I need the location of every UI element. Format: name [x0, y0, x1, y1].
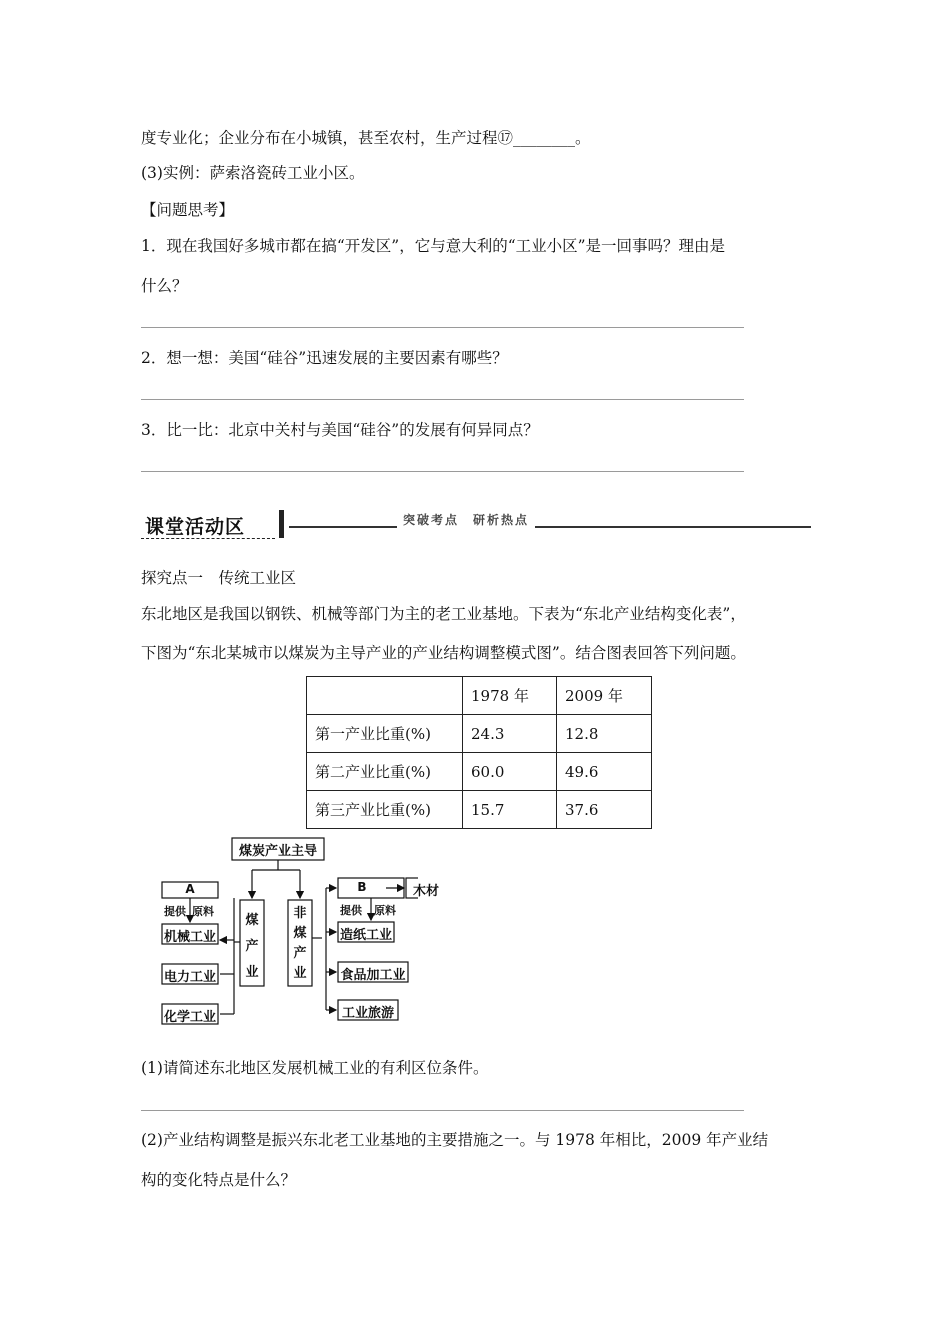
noncoal-char: 产: [293, 946, 307, 961]
answer-line: [141, 399, 744, 400]
text-line: 度专业化；企业分布在小城镇，甚至农村，生产过程⑰________。: [141, 129, 591, 147]
noncoal-char: 非: [293, 906, 307, 921]
noncoal-char: 煤: [293, 926, 307, 941]
coal-char: 煤: [245, 913, 259, 928]
text-line: (3)实例：萨索洛瓷砖工业小区。: [141, 164, 365, 182]
table-row: [307, 715, 652, 753]
answer-line: [141, 471, 744, 472]
question-2: 2．想一想：美国“硅谷”迅速发展的主要因素有哪些？: [141, 349, 508, 367]
food-label: 食品加工业: [340, 968, 406, 983]
supply-label: 提供: [340, 904, 362, 917]
coal-industry-label: [240, 908, 264, 986]
material-label: 原料: [374, 904, 396, 917]
machinery-label: 机械工业: [163, 930, 216, 945]
material-label: 原料: [192, 905, 214, 918]
table-header-cell: [307, 677, 463, 715]
banner-underline: [141, 538, 275, 539]
label-b: B: [357, 880, 367, 894]
question-3: 3．比一比：北京中关村与美国“硅谷”的发展有何异同点？: [141, 421, 539, 439]
noncoal-char: 业: [293, 966, 307, 981]
question-text: (1)请简述东北地区发展机械工业的有利区位条件。: [141, 1059, 489, 1077]
paper-label: 造纸工业: [339, 928, 392, 943]
answer-line: [141, 1110, 744, 1111]
table-row: [307, 753, 652, 791]
question-1: 1．现在我国好多城市都在搞“开发区”，它与意大利的“工业小区”是一回事吗？理由是: [141, 237, 726, 255]
table-header-cell: 1978 年: [463, 677, 557, 715]
noncoal-industry-label: [288, 904, 312, 984]
industry-structure-table: [306, 676, 652, 829]
intro-text: 东北地区是我国以钢铁、机械等部门为主的老工业基地。下表为“东北产业结构变化表”，: [141, 605, 746, 623]
table-cell: 15.7: [463, 791, 557, 829]
table-cell: 12.8: [557, 715, 652, 753]
table-cell: 60.0: [463, 753, 557, 791]
supply-label: 提供: [164, 905, 186, 918]
banner-title: 课堂活动区: [145, 516, 246, 538]
banner-rule: [289, 526, 811, 528]
table-row: [307, 791, 652, 829]
table-cell: 24.3: [463, 715, 557, 753]
diagram-top-label: 煤炭产业主导: [238, 844, 317, 859]
table-cell: 第三产业比重(%): [307, 791, 463, 829]
question-text: (2)产业结构调整是振兴东北老工业基地的主要措施之一。与 1978 年相比，2009 年产业结: [141, 1131, 769, 1149]
diagram-labels: [158, 836, 458, 1028]
wood-label: 木材: [412, 884, 439, 899]
banner-divider: [279, 510, 284, 538]
table-cell: 第二产业比重(%): [307, 753, 463, 791]
power-label: 电力工业: [163, 970, 216, 985]
chemical-label: 化学工业: [163, 1010, 216, 1025]
section-label: 【问题思考】: [141, 201, 235, 219]
answer-line: [141, 327, 744, 328]
section-banner: [141, 510, 811, 542]
banner-subtitle: 突破考点 研析热点: [397, 511, 535, 528]
table-cell: 第一产业比重(%): [307, 715, 463, 753]
table-cell: 37.6: [557, 791, 652, 829]
coal-char: 业: [245, 965, 259, 980]
question-text: 构的变化特点是什么？: [141, 1171, 297, 1189]
table-header-cell: 2009 年: [557, 677, 652, 715]
tourism-label: 工业旅游: [341, 1006, 394, 1021]
coal-char: 产: [245, 939, 259, 954]
question-1-cont: 什么？: [141, 277, 188, 295]
table-header-row: [307, 677, 652, 715]
section-heading: 探究点一 传统工业区: [141, 569, 297, 587]
table-cell: 49.6: [557, 753, 652, 791]
intro-text: 下图为“东北某城市以煤炭为主导产业的产业结构调整模式图”。结合图表回答下列问题。: [141, 644, 746, 662]
label-a: A: [185, 882, 195, 896]
